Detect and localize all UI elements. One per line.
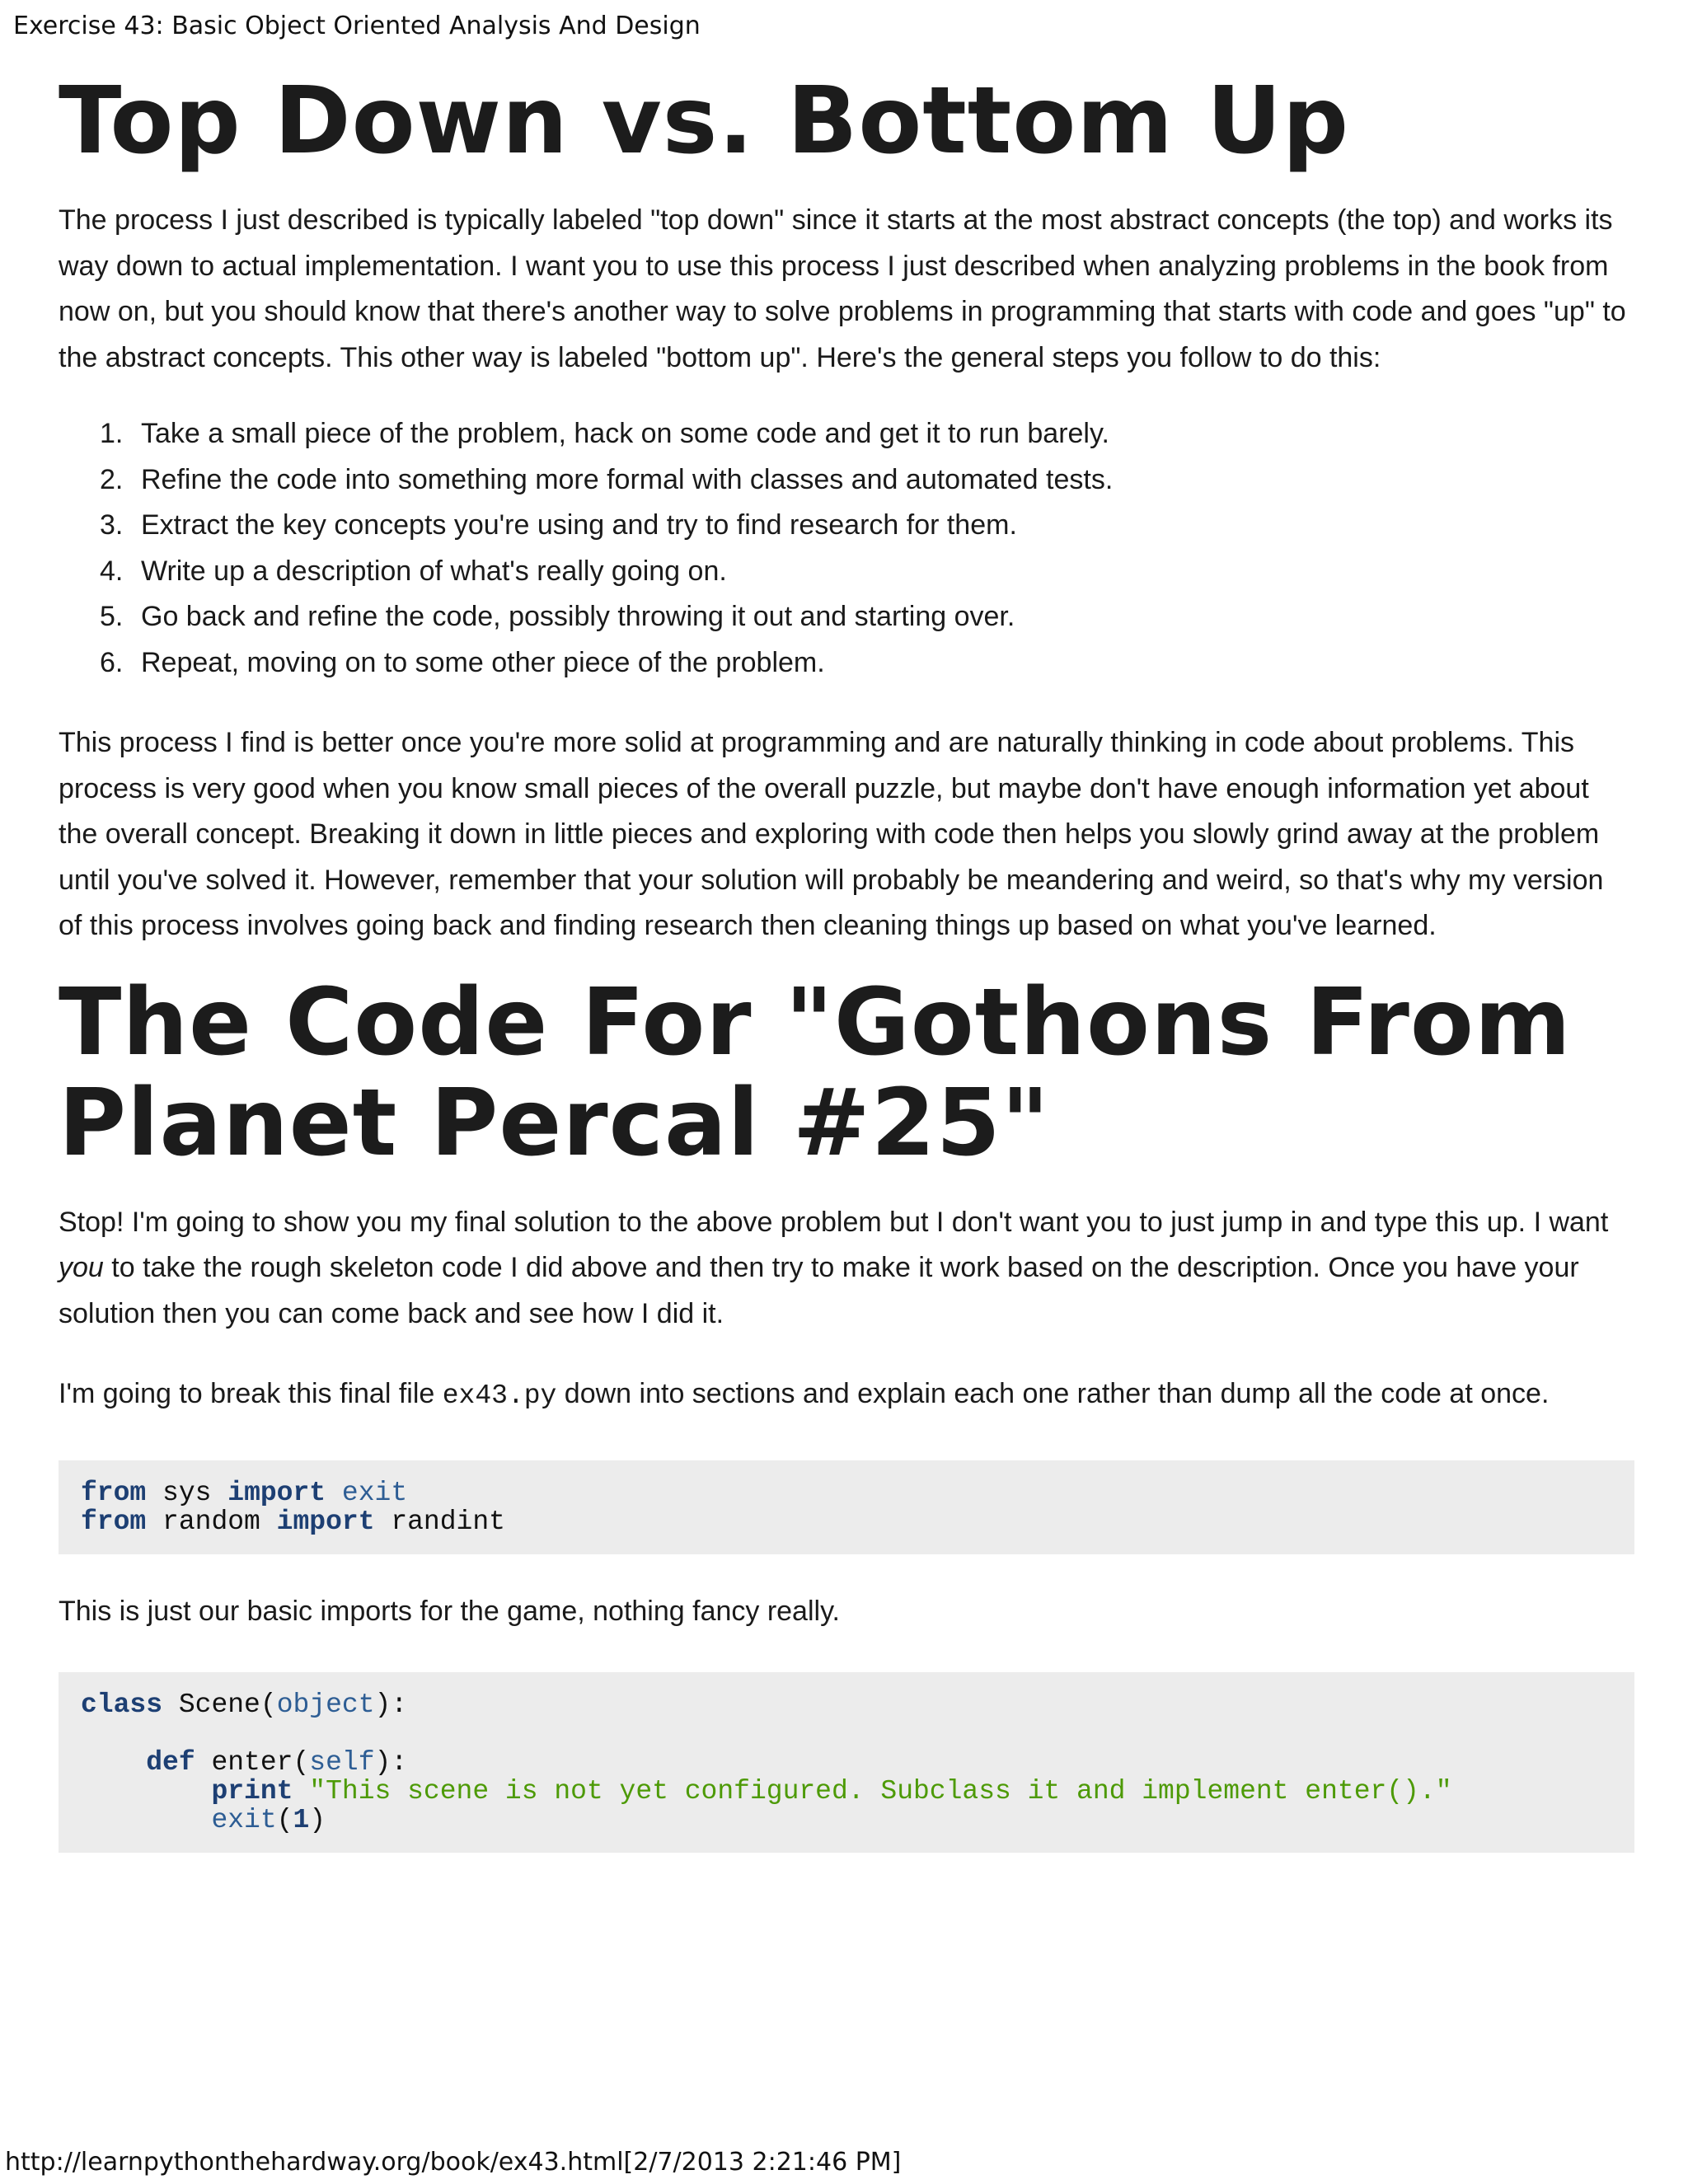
code-module: random bbox=[162, 1506, 260, 1537]
list-item-text: Go back and refine the code, possibly throwing it out and starting over. bbox=[141, 601, 1015, 632]
code-keyword: def bbox=[146, 1747, 195, 1778]
code-block-scene-class: class Scene(object): def enter(self): print "This scene is not yet configured. Subclass it and implement enter()." exit(1) bbox=[59, 1672, 1634, 1853]
list-item bbox=[59, 594, 1634, 640]
page-header-title: Exercise 43: Basic Object Oriented Analysis And Design bbox=[13, 12, 701, 40]
list-item bbox=[59, 640, 1634, 687]
list-item-number: 2. bbox=[100, 463, 124, 495]
code-block-imports bbox=[59, 1460, 1634, 1554]
list-item bbox=[59, 503, 1634, 549]
list-item bbox=[59, 549, 1634, 595]
list-item-number: 3. bbox=[100, 509, 124, 541]
list-item-text: Extract the key concepts you're using and try to find research for them. bbox=[141, 509, 1017, 541]
list-item-text: Refine the code into something more formal with classes and automated tests. bbox=[141, 463, 1114, 495]
inline-code-filename: ex43.py bbox=[442, 1380, 557, 1411]
stop-paragraph-text-a: Stop! I'm going to show you my final solution to the above problem but I don't want you to just jump in and type this up. I want bbox=[59, 1206, 1609, 1238]
emphasis-you: you bbox=[59, 1252, 104, 1283]
section-heading-top-down: Top Down vs. Bottom Up bbox=[59, 68, 1350, 175]
list-item-text: Take a small piece of the problem, hack on some code and get it to run barely. bbox=[141, 418, 1109, 449]
closing-paragraph: This process I find is better once you're more solid at programming and are naturally thinking in code about problems. This process is very good when you know small pieces of the overall puzzle, but maybe don't have enough information yet about the overall concept. Breaking it down in little pieces and exploring with code then helps you slowly grind away at the problem until you've solved it. However, remember that your solution will probably be meandering and weird, so that's why my version of this process involves going back and finding research then cleaning things up based on what you've learned. bbox=[59, 727, 1604, 941]
list-item-text: Repeat, moving on to some other piece of the problem. bbox=[141, 646, 825, 678]
code-builtin: exit bbox=[211, 1805, 277, 1835]
imports-explanation-paragraph: This is just our basic imports for the game, nothing fancy really. bbox=[59, 1595, 840, 1627]
code-number: 1 bbox=[293, 1805, 310, 1835]
list-item-number: 1. bbox=[100, 418, 124, 449]
code-builtin: self bbox=[309, 1747, 375, 1778]
code-method-name: enter bbox=[211, 1747, 293, 1778]
code-keyword: import bbox=[227, 1477, 326, 1508]
intro-paragraph: The process I just described is typically labeled "top down" since it starts at the most abstract concepts (the top) and works its way down to actual implementation. I want you to use this process I just described when analyzing problems in the book from now on, but you should know that there's another way to solve problems in programming that starts with code and goes "up" to the abstract concepts. This other way is labeled "bottom up". Here's the general steps you follow to do this: bbox=[59, 204, 1626, 373]
code-class-name: Scene bbox=[178, 1690, 260, 1720]
list-item-number: 6. bbox=[100, 646, 124, 678]
code-keyword: import bbox=[276, 1506, 375, 1537]
section-heading-gothons-code: The Code For "Gothons From Planet Percal #25" bbox=[59, 968, 1572, 1177]
sections-paragraph-text-b: down into sections and explain each one rather than dump all the code at once. bbox=[556, 1378, 1550, 1409]
list-item-number: 4. bbox=[100, 555, 124, 587]
list-item bbox=[59, 457, 1634, 504]
code-string: "This scene is not yet configured. Subclass it and implement enter()." bbox=[309, 1776, 1452, 1807]
code-module: sys bbox=[162, 1477, 212, 1508]
list-item bbox=[59, 411, 1634, 457]
code-keyword: from bbox=[81, 1506, 147, 1537]
list-item-number: 5. bbox=[100, 601, 124, 632]
stop-paragraph bbox=[59, 1200, 1634, 1338]
code-builtin: object bbox=[276, 1690, 375, 1720]
code-builtin: exit bbox=[341, 1477, 408, 1508]
code-name: randint bbox=[391, 1506, 505, 1537]
code-keyword: print bbox=[211, 1776, 293, 1807]
code-keyword: class bbox=[81, 1690, 163, 1720]
page-footer-url: http://learnpythonthehardway.org/book/ex43.html[2/7/2013 2:21:46 PM] bbox=[5, 2148, 902, 2177]
code-keyword: from bbox=[81, 1477, 147, 1508]
article-content bbox=[59, 68, 1634, 1853]
sections-paragraph bbox=[59, 1371, 1634, 1419]
bottom-up-steps-list bbox=[59, 411, 1634, 686]
sections-paragraph-text-a: I'm going to break this final file bbox=[59, 1378, 443, 1409]
stop-paragraph-text-b: to take the rough skeleton code I did above and then try to make it work based on the description. Once you have your solution then you can come back and see how I did it. bbox=[59, 1252, 1579, 1329]
list-item-text: Write up a description of what's really going on. bbox=[141, 555, 727, 587]
